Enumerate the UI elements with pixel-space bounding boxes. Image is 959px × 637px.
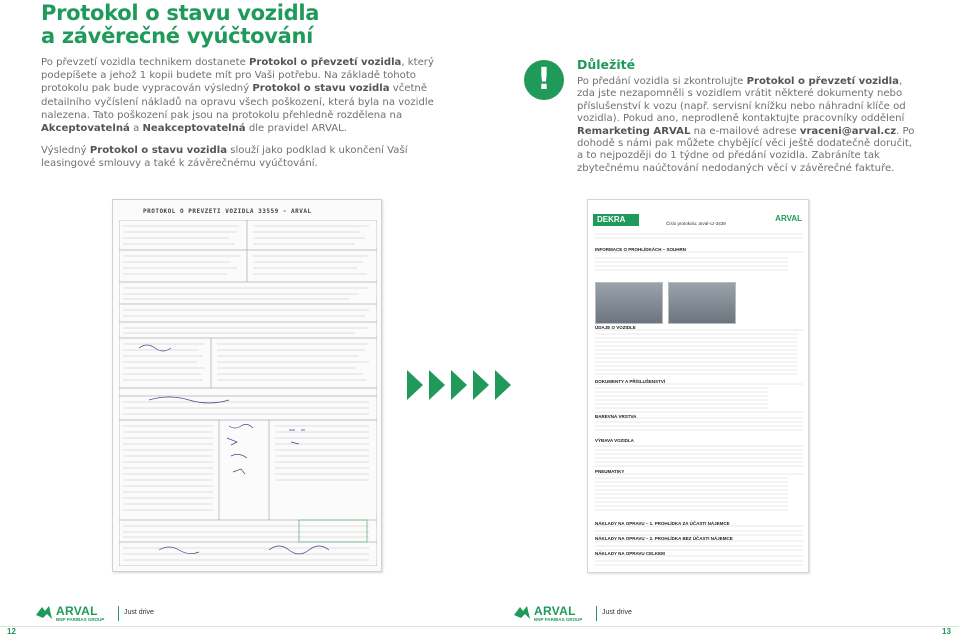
report-section-vehicle: ÚDAJE O VOZIDLE [595, 325, 636, 330]
scan-form-lines [119, 220, 377, 566]
arval-mark-icon [514, 605, 530, 619]
footer-brand: ARVAL [56, 604, 98, 618]
report-section-cost-2: NÁKLADY NA OPRAVU – 2. PROHLÍDKA BEZ ÚČASTI NÁJEMCE [595, 536, 733, 541]
arval-mark-icon [36, 605, 52, 619]
vehicle-condition-report [587, 199, 809, 573]
arrow-right-icon [451, 370, 467, 400]
page-title [41, 2, 481, 48]
report-section-cost-1: NÁKLADY NA OPRAVU – 1. PROHLÍDKA ZA ÚČASTI NÁJEMCE [595, 521, 730, 526]
intro-paragraph-1: Po převzetí vozidla technikem dostanete Protokol o převzetí vozidla, který podepíšete a jehož 1 kopii budete mít pro Vaši potřebu. Na základě tohoto protokolu pak bude vypracován výsledný Protokol o stavu vozidla včetně detailního vyčíslení nákladů na opravu všech poškození, která byla na vozidle nalezena. Tato poškození pak jsou na protokolu přehledně rozdělena na Akceptovatelná a Neakceptovatelná dle pravidel ARVAL. [41, 57, 434, 135]
footer-group: BNP PARIBAS GROUP [56, 617, 105, 622]
arrow-right-icon [495, 370, 511, 400]
intro-text [41, 56, 441, 180]
notice-heading: Důležité [577, 57, 636, 72]
report-section-info: INFORMACE O PROHLÍDKÁCH – SOUHRN [595, 247, 687, 252]
title-line-2: a závěrečné vyúčtování [41, 24, 314, 48]
footer-divider [596, 606, 597, 621]
footer-rule [0, 626, 959, 637]
page-number-left: 12 [7, 627, 16, 636]
scan-title: PROTOKOL O PREVZETI VOZIDLA 33559 - ARVAL [143, 208, 312, 215]
report-section-accessories: DOKUMENTY A PŘÍSLUŠENSTVÍ [595, 379, 666, 384]
report-rules [588, 200, 809, 573]
important-notice [577, 57, 917, 175]
car-photo-2 [668, 282, 736, 324]
arrow-right-icon [473, 370, 489, 400]
handover-protocol-scan [112, 199, 382, 572]
report-section-total: NÁKLADY NA OPRAVU CELKEM [595, 551, 665, 556]
footer-divider [118, 606, 119, 621]
title-line-1: Protokol o stavu vozidla [41, 1, 320, 25]
footer-brand: ARVAL [534, 604, 576, 618]
arrow-right-icon [407, 370, 423, 400]
car-photo-1 [595, 282, 663, 324]
intro-paragraph-2: Výsledný Protokol o stavu vozidla slouží jako podklad k ukončení Vaší leasingové smlouvy a také k závěrečnému vyúčtování. [41, 145, 408, 170]
report-section-color: BAREVNÁ VRSTVA [595, 414, 637, 419]
arval-logo: ARVAL [775, 214, 802, 223]
dekra-logo: DEKRA [593, 214, 639, 226]
footer-group: BNP PARIBAS GROUP [534, 617, 583, 622]
footer-tagline: Just drive [124, 609, 154, 616]
exclamation-icon: ! [524, 60, 564, 100]
report-section-tyres: PNEUMATIKY [595, 469, 625, 474]
footer-tagline: Just drive [602, 609, 632, 616]
page-number-right: 13 [942, 627, 951, 636]
arrow-right-icon [429, 370, 445, 400]
report-section-equipment: VÝBAVA VOZIDLA [595, 438, 634, 443]
notice-text: Po předání vozidla si zkontrolujte Protokol o převzetí vozidla, zda jste nezapomněli s vozidlem vrátit některé dokumenty nebo příslušenství k vozu (např. servisní knížku nebo náhradní klíče od vozidla). Pokud ano, neprodleně kontaktujte pracovníky oddělení Remarketing ARVAL na e-mailové adrese vraceni@arval.cz. Po dohodě s námi pak můžete chybějící věci ještě dodatečně doručit, a to nejpozději do 1 týdne od předání vozidla. Zabráníte tak zbytečnému naúčtování nedodaných věcí v závěrečné faktuře. [577, 76, 915, 174]
report-number: Číslo protokolu: arval-cz-3439 [666, 221, 726, 226]
